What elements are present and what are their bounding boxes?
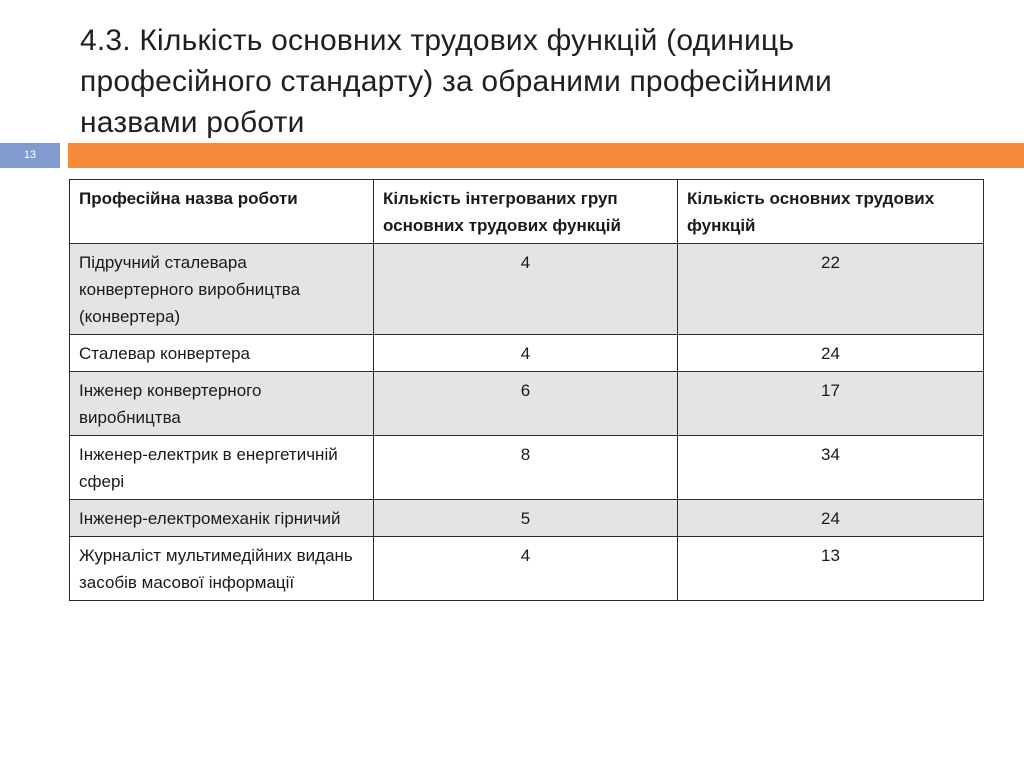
header-integrated-groups: Кількість інтегрованих груп основних трудових функцій	[374, 180, 678, 244]
cell-job-title: Сталевар конвертера	[70, 335, 374, 372]
cell-functions-count: 22	[678, 244, 984, 335]
cell-groups-count: 4	[374, 244, 678, 335]
accent-bar	[68, 143, 1024, 168]
table-header-row	[70, 180, 984, 244]
slide-number-badge: 13	[0, 143, 60, 168]
table-row	[70, 436, 984, 500]
cell-job-title: Інженер-електромеханік гірничий	[70, 500, 374, 537]
table-row	[70, 244, 984, 335]
header-main-functions: Кількість основних трудових функцій	[678, 180, 984, 244]
cell-functions-count: 17	[678, 372, 984, 436]
header-job-title: Професійна назва роботи	[70, 180, 374, 244]
table-row	[70, 372, 984, 436]
cell-groups-count: 4	[374, 537, 678, 601]
cell-functions-count: 24	[678, 335, 984, 372]
table-row	[70, 335, 984, 372]
cell-groups-count: 6	[374, 372, 678, 436]
cell-job-title: Інженер-електрик в енергетичній сфері	[70, 436, 374, 500]
cell-groups-count: 8	[374, 436, 678, 500]
cell-groups-count: 4	[374, 335, 678, 372]
cell-job-title: Журналіст мультимедійних видань засобів масової інформації	[70, 537, 374, 601]
cell-job-title: Інженер конвертерного виробництва	[70, 372, 374, 436]
cell-functions-count: 13	[678, 537, 984, 601]
cell-job-title: Підручний сталевара конвертерного виробництва (конвертера)	[70, 244, 374, 335]
cell-functions-count: 34	[678, 436, 984, 500]
data-table	[69, 179, 984, 601]
table-row	[70, 537, 984, 601]
cell-functions-count: 24	[678, 500, 984, 537]
table-row	[70, 500, 984, 537]
cell-groups-count: 5	[374, 500, 678, 537]
slide-title: 4.3. Кількість основних трудових функцій (одиниць професійного стандарту) за обраними професійними назвами роботи	[80, 24, 832, 139]
